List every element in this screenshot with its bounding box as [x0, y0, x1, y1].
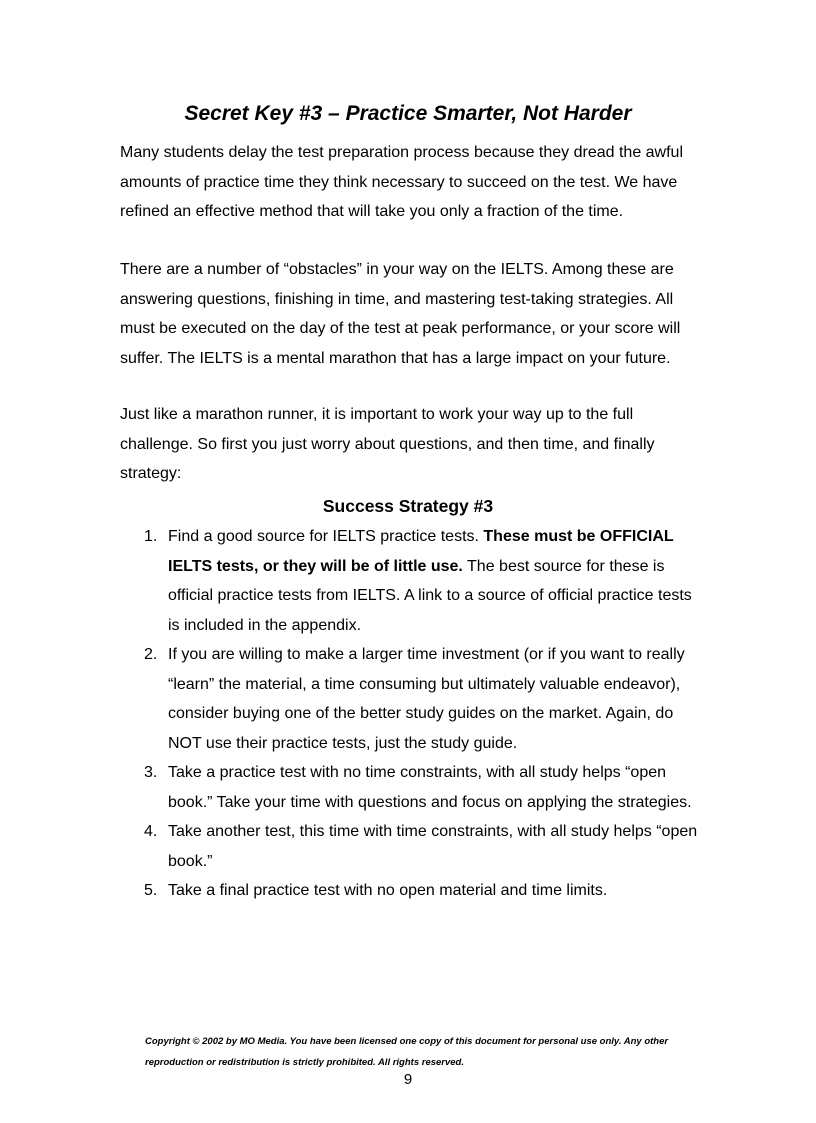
intro-paragraph: Many students delay the test preparation process because they dread the awful amounts of practice time they think necessary to succeed on the test. We have refined an effective method that will take you only a fraction of the time. — [120, 144, 684, 220]
page-title: Secret Key #3 – Practice Smarter, Not Harder — [184, 102, 632, 125]
step-number: 1. — [144, 528, 158, 545]
strategy-step-1 — [120, 522, 700, 640]
step-text: If you are willing to make a larger time investment (or if you want to really “learn” the material, a time consuming but ultimately valuable endeavor), consider buying one of the better study guides on the market. Again, do NOT use their practice tests, just the study guide. — [168, 646, 685, 752]
strategy-steps-list — [120, 522, 700, 906]
step-emphasis-text: These must be OFFICIAL IELTS tests, or they will be of little use. — [168, 528, 674, 575]
step-text: Take a final practice test with no open material and time limits. — [168, 882, 608, 899]
step-text: Take another test, this time with time constraints, with all study helps “open book.” — [168, 823, 698, 870]
step-text: Take a practice test with no time constraints, with all study helps “open book.” Take your time with questions and focus on applying the strategies. — [168, 764, 692, 811]
strategy-step-2 — [120, 640, 700, 758]
step-number: 4. — [144, 823, 158, 840]
strategy-heading: Success Strategy #3 — [322, 496, 494, 516]
strategy-step-5 — [120, 876, 700, 906]
marathon-paragraph: Just like a marathon runner, it is important to work your way up to the full challenge. So first you just worry about questions, and then time, and finally strategy: — [120, 406, 655, 482]
strategy-step-3 — [120, 758, 700, 817]
obstacles-paragraph: There are a number of “obstacles” in your way on the IELTS. Among these are answering questions, finishing in time, and mastering test-taking strategies. All must be executed on the day of the test at peak performance, or your score will suffer. The IELTS is a mental marathon that has a large impact on your future. — [120, 261, 681, 367]
step-number: 3. — [144, 764, 158, 781]
copyright-notice: Copyright © 2002 by MO Media. You have been licensed one copy of this document for personal use only. Any other reproduction or redistribution is strictly prohibited. All rights reserved. — [145, 1036, 669, 1068]
page-number: 9 — [403, 1071, 413, 1088]
step-number: 5. — [144, 882, 158, 899]
step-text: Find a good source for IELTS practice tests. — [168, 528, 484, 545]
step-number: 2. — [144, 646, 158, 663]
step-text-continued: The best source for these is official practice tests from IELTS. A link to a source of official practice tests is included in the appendix. — [168, 557, 692, 634]
strategy-step-4 — [120, 817, 700, 876]
